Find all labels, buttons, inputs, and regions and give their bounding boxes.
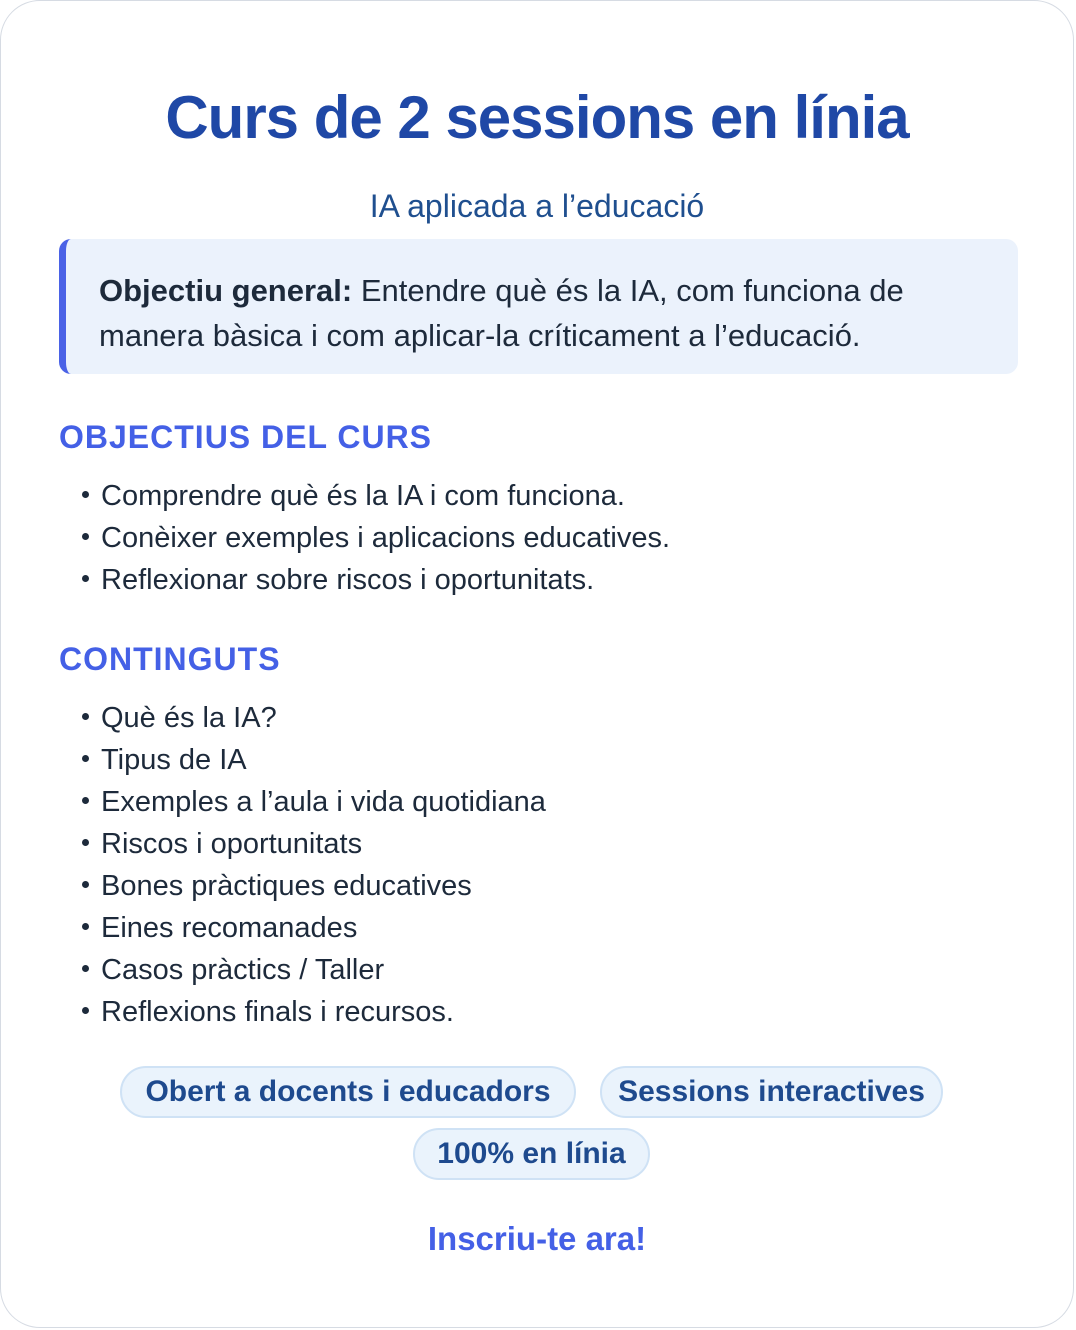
list-item: Conèixer exemples i aplicacions educatives. <box>79 517 670 559</box>
bullet-icon <box>82 491 89 498</box>
objectives-list <box>79 475 670 601</box>
contents-list <box>79 697 546 1033</box>
objectives-heading: OBJECTIUS DEL CURS <box>59 419 433 455</box>
goal-text: Entendre què és la IA, com funciona de manera bàsica i com aplicar-la críticament a l’educació. <box>99 273 904 353</box>
list-item: Què és la IA? <box>79 697 546 739</box>
list-item: Reflexionar sobre riscos i oportunitats. <box>79 559 670 601</box>
bullet-icon <box>82 533 89 540</box>
list-item: Exemples a l’aula i vida quotidiana <box>79 781 546 823</box>
goal-label: Objectiu general: <box>99 273 353 308</box>
page-title: Curs de 2 sessions en línia <box>165 84 909 151</box>
register-link[interactable]: Inscriu-te ara! <box>427 1220 647 1257</box>
tag-audience: Obert a docents i educadors <box>120 1066 576 1118</box>
list-item: Casos pràctics / Taller <box>79 949 546 991</box>
bullet-icon <box>82 575 89 582</box>
bullet-icon <box>82 881 89 888</box>
list-item: Comprendre què és la IA i com funciona. <box>79 475 670 517</box>
bullet-icon <box>82 797 89 804</box>
list-item: Riscos i oportunitats <box>79 823 546 865</box>
bullet-icon <box>82 923 89 930</box>
goal-callout <box>59 239 1018 374</box>
list-item: Eines recomanades <box>79 907 546 949</box>
page-subtitle: IA aplicada a l’educació <box>369 188 705 224</box>
bullet-icon <box>82 965 89 972</box>
bullet-icon <box>82 713 89 720</box>
list-item: Reflexions finals i recursos. <box>79 991 546 1033</box>
list-item: Bones pràctiques educatives <box>79 865 546 907</box>
tag-interactive: Sessions interactives <box>600 1066 943 1118</box>
bullet-icon <box>82 839 89 846</box>
bullet-icon <box>82 755 89 762</box>
list-item: Tipus de IA <box>79 739 546 781</box>
bullet-icon <box>82 1007 89 1014</box>
tag-online: 100% en línia <box>413 1128 650 1180</box>
contents-heading: CONTINGUTS <box>59 641 281 677</box>
